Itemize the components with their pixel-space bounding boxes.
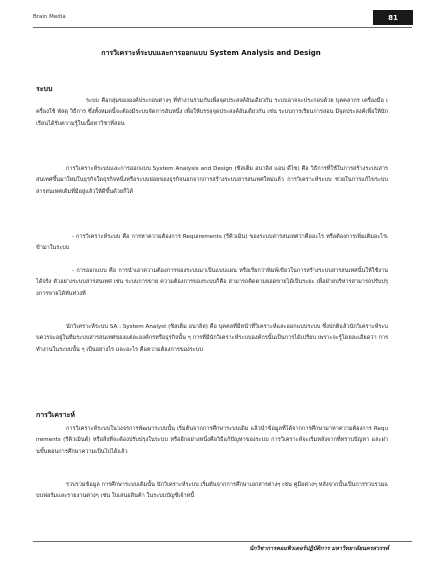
footer-text: นักวิชาการคอมพิวเตอร์ปฏิบัติการ มหาวิทยาลัยนครสวรรค์	[249, 546, 389, 552]
page-number: 81	[388, 13, 398, 22]
paragraph: นักวิเคราะห์ระบบ SA : System Analyst (ซิสเต็ม อนาลิส) คือ บุคคลที่มีหน้าที่วิเคราะห์และออกแบบระบบ ซึ่งปกติแล้วนักวิเคราะห์ระบบควรจะอยู่ในทีมระบบสารสนเทศของแต่ละองค์กรหรือธุรกิจนั้น ๆ การที่มีนักวิเคราะห์ระบบองค์กรนั้นเป็นการได้เปรียบ เพราะจะรู้โดยละเอียดว่า การทำงานในระบบนั้น ๆ เป็นอย่างไร และอะไร คือความต้องการของระบบ	[36, 324, 388, 353]
paragraph: - การวิเคราะห์ระบบ คือ การหาความต้องการ Requirements (รีคิวเมิน) ของระบบสารสนเทศว่าคืออะไร หรือต้องการเพิ่มเติมอะไรเข้ามาในระบบ	[36, 234, 388, 252]
header-brand: Brain Media	[33, 14, 66, 20]
paragraph: รวบรวมข้อมูล การศึกษาระบบเดิมนั้น นักวิเคราะห์ระบบ เริ่มต้นจากการศึกษาเอกสารต่างๆ เช่น คู่มือต่างๆ หลังจากนั้นเป็นการรวบรวมแบบฟอร์มและรายงานต่างๆ เช่น ใบเสนอสินค้า ในระบบบัญชีเจ้าหนี้	[36, 482, 388, 500]
section-heading-analysis: การวิเคราะห์	[36, 411, 75, 419]
section-heading-system: ระบบ	[36, 85, 53, 93]
document-title: การวิเคราะห์ระบบและการออกแบบ System Analysis and Design	[101, 49, 321, 57]
paragraph: ระบบ คือกลุ่มขององค์ประกอบต่างๆ ที่ทำงานร่วมกันเพื่อจุดประสงค์อันเดียวกัน ระบบอาจจะประกอบด้วย บุคคลากร เครื่องมือ เครื่องใช้ พัสดุ วิธีการ ซึ่งทั้งหมดนี้จะต้องมีระบบจัดการอันหนึ่ง เพื่อให้บรรลุจุดประสงค์อันเดียวกัน เช่น ระบบการเรียนการสอน มีจุดประสงค์เพื่อให้นักเรียนได้รับความรู้ในเนื้อหาวิชาที่สอน	[36, 98, 388, 127]
header-rule	[33, 27, 412, 28]
paragraph: - การออกแบบ คือ การนำเอาความต้องการของระบบมาเป็นแบบแผน หรือเรียกว่าพิมพ์เขียวในการสร้างระบบสารสนเทศนั้นให้ใช้งานได้จริง ตัวอย่างระบบสารสนเทศ เช่น ระบบการขาย ความต้องการของระบบก็คือ สามารถติดตามยอดขายได้เป็นระยะ เพื่อฝ่ายบริหารสามารถปรับปรุงการขายได้ทันท่วงที	[36, 268, 388, 297]
paragraph: การวิเคราะห์ระบบในวงจรการพัฒนาระบบนั้น เริ่มต้นจากการศึกษาระบบเดิม แล้วนำข้อมูลที่ได้จากการศึกษามาหาความต้องการ Requirements (รีคิวเมินต์) หรือสิ่งที่จะต้องปรับปรุงในระบบ หรืออีกอย่างหนึ่งคือวิธีแก้ปัญหาของระบบ การวิเคราะห์จะเริ่มหลังจากที่ทราบปัญหา และผ่านขั้นตอนการศึกษาความเป็นไปได้แล้ว	[36, 426, 388, 455]
page-number-badge	[373, 10, 413, 25]
footer-rule	[33, 541, 412, 542]
paragraph: การวิเคราะห์ระบบและการออกแบบ System Analysis and Design (ซิสเต็ม อนาลิส แอน ดีไซ) คือ วิธีการที่ใช้ในการสร้างระบบสารสนเทศขึ้นมาใหม่ในธุรกิจใดธุรกิจหนึ่งหรือระบบย่อยของธุรกิจนอกจากการสร้างระบบสารสนเทศใหม่แล้ว การวิเคราะห์ระบบ ช่วยในการแก้ไขระบบสารสนเทศเดิมที่มีอยู่แล้วให้ดีขึ้นด้วยก็ได้	[36, 166, 388, 195]
